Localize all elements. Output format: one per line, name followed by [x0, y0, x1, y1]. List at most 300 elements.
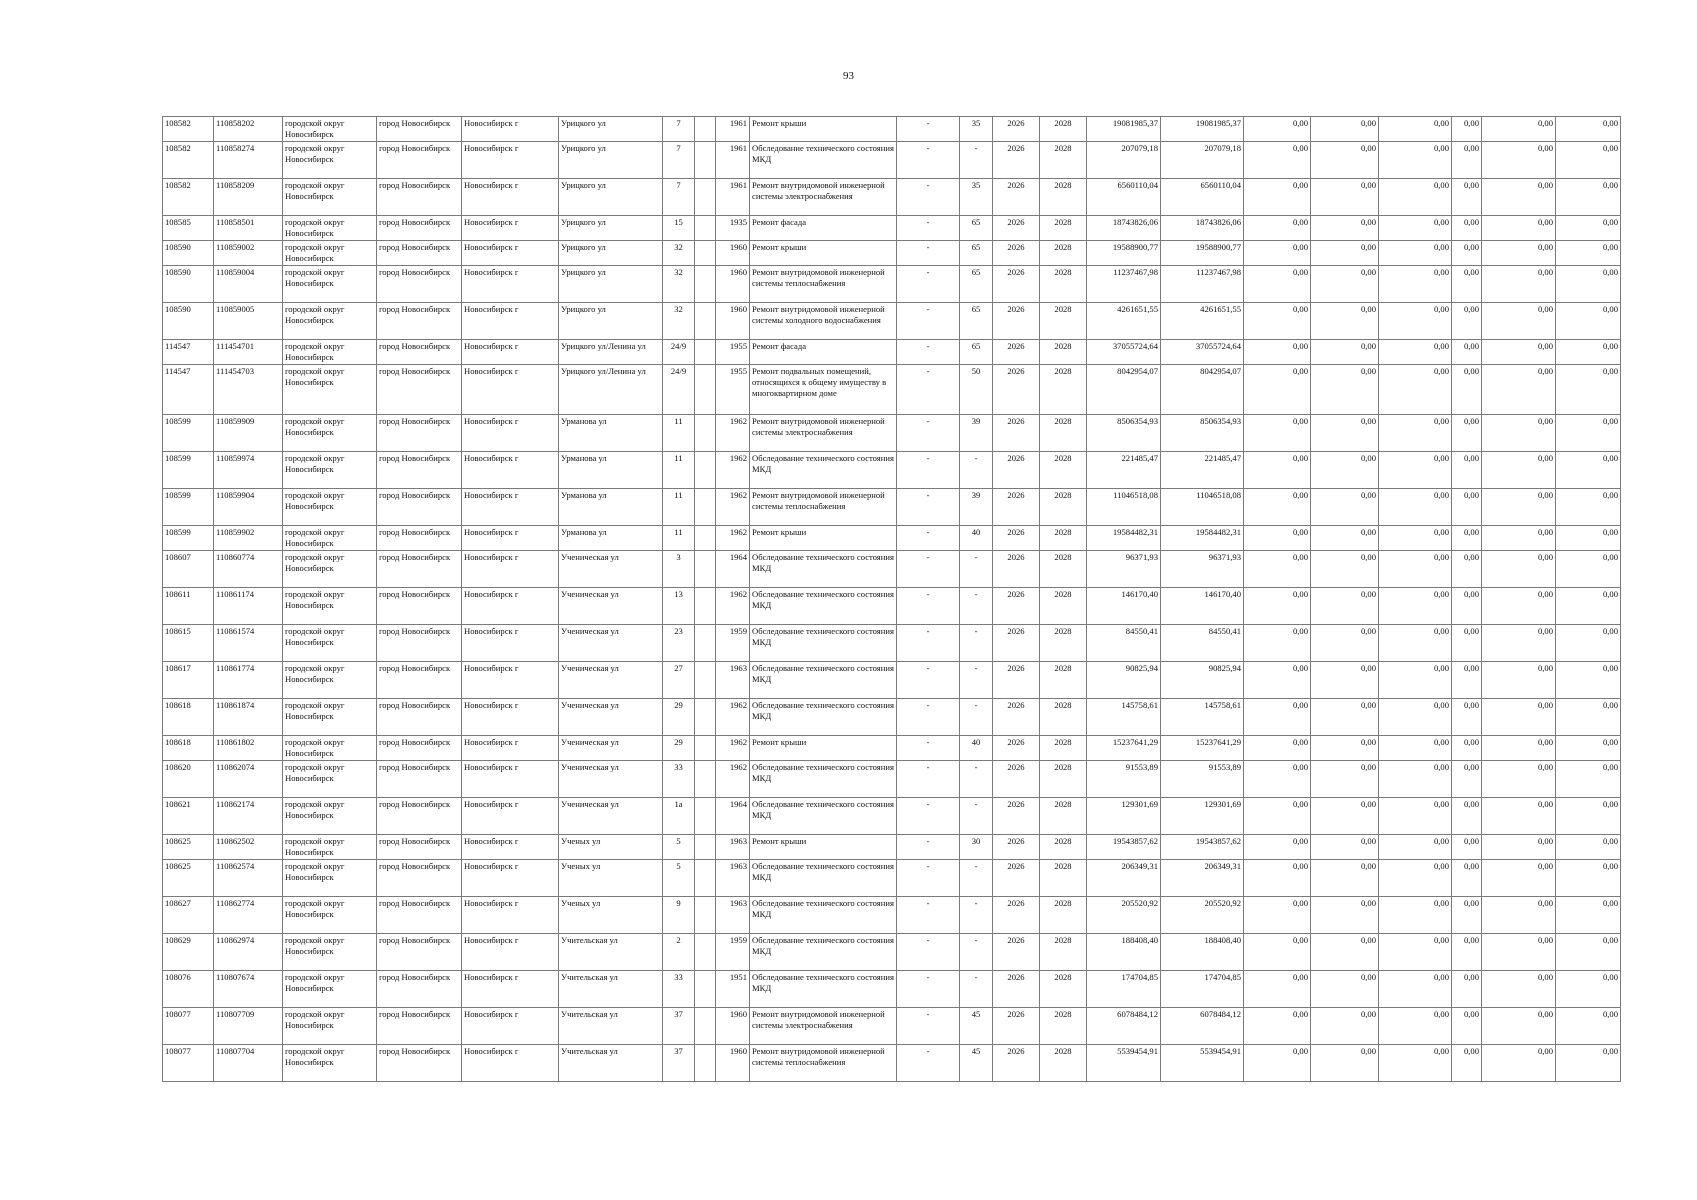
cell-settlement: город Новосибирск	[377, 897, 462, 934]
cell-building	[695, 625, 716, 662]
cell-cost-c: 0,00	[1379, 303, 1452, 340]
cell-cost-d: 0,00	[1452, 303, 1482, 340]
cell-cost-b: 0,00	[1311, 241, 1379, 266]
cell-wear-percent: 45	[960, 1008, 993, 1045]
cell-col-k: -	[897, 142, 960, 179]
cell-cost-total: 91553,89	[1087, 761, 1161, 798]
cell-cost-c: 0,00	[1379, 526, 1452, 551]
cell-cost-regional: 4261651,55	[1161, 303, 1244, 340]
cell-house-number: 29	[663, 699, 695, 736]
cell-house-number: 11	[663, 415, 695, 452]
cell-cost-total: 174704,85	[1087, 971, 1161, 1008]
cell-year-end: 2028	[1040, 216, 1087, 241]
cell-locality: Новосибирск г	[462, 179, 559, 216]
cell-house-number: 1а	[663, 798, 695, 835]
cell-cost-e: 0,00	[1482, 860, 1556, 897]
cell-cost-f: 0,00	[1556, 798, 1621, 835]
cell-cost-a: 0,00	[1244, 303, 1311, 340]
cell-street: Учительская ул	[559, 1008, 663, 1045]
cell-cost-b: 0,00	[1311, 415, 1379, 452]
cell-wear-percent: -	[960, 662, 993, 699]
cell-year-start: 2026	[993, 303, 1040, 340]
cell-object-id: 108625	[163, 835, 214, 860]
cell-col-k: -	[897, 340, 960, 365]
cell-cost-regional: 207079,18	[1161, 142, 1244, 179]
cell-work-id: 110861874	[214, 699, 283, 736]
cell-cost-c: 0,00	[1379, 266, 1452, 303]
cell-municipal-district: городской округ Новосибирск	[283, 216, 377, 241]
cell-cost-a: 0,00	[1244, 266, 1311, 303]
cell-building	[695, 303, 716, 340]
cell-year-end: 2028	[1040, 1008, 1087, 1045]
cell-cost-a: 0,00	[1244, 798, 1311, 835]
cell-street: Учительская ул	[559, 971, 663, 1008]
cell-work-type: Ремонт фасада	[750, 340, 897, 365]
cell-cost-c: 0,00	[1379, 551, 1452, 588]
cell-wear-percent: -	[960, 452, 993, 489]
cell-year-end: 2028	[1040, 365, 1087, 415]
cell-wear-percent: -	[960, 588, 993, 625]
cell-cost-e: 0,00	[1482, 452, 1556, 489]
cell-settlement: город Новосибирск	[377, 736, 462, 761]
cell-cost-d: 0,00	[1452, 625, 1482, 662]
cell-municipal-district: городской округ Новосибирск	[283, 798, 377, 835]
cell-object-id: 108620	[163, 761, 214, 798]
cell-year-end: 2028	[1040, 452, 1087, 489]
cell-building	[695, 1045, 716, 1082]
cell-year-end: 2028	[1040, 625, 1087, 662]
cell-cost-f: 0,00	[1556, 117, 1621, 142]
cell-locality: Новосибирск г	[462, 1045, 559, 1082]
cell-wear-percent: 65	[960, 303, 993, 340]
cell-object-id: 108599	[163, 489, 214, 526]
cell-year-start: 2026	[993, 489, 1040, 526]
cell-work-type: Обследование технического состояния МКД	[750, 971, 897, 1008]
cell-col-k: -	[897, 266, 960, 303]
cell-work-type: Ремонт внутридомовой инженерной системы холодного водоснабжения	[750, 303, 897, 340]
cell-year-end: 2028	[1040, 934, 1087, 971]
cell-cost-d: 0,00	[1452, 117, 1482, 142]
cell-cost-d: 0,00	[1452, 835, 1482, 860]
cell-cost-total: 5539454,91	[1087, 1045, 1161, 1082]
cell-cost-a: 0,00	[1244, 736, 1311, 761]
cell-cost-total: 129301,69	[1087, 798, 1161, 835]
cell-cost-e: 0,00	[1482, 625, 1556, 662]
cell-cost-total: 19081985,37	[1087, 117, 1161, 142]
cell-locality: Новосибирск г	[462, 662, 559, 699]
table-row	[163, 798, 1621, 835]
cell-locality: Новосибирск г	[462, 241, 559, 266]
table-row	[163, 415, 1621, 452]
cell-cost-b: 0,00	[1311, 216, 1379, 241]
cell-cost-regional: 91553,89	[1161, 761, 1244, 798]
cell-col-k: -	[897, 365, 960, 415]
cell-locality: Новосибирск г	[462, 736, 559, 761]
cell-locality: Новосибирск г	[462, 835, 559, 860]
cell-street: Урицкого ул	[559, 303, 663, 340]
cell-object-id: 108590	[163, 266, 214, 303]
table-row	[163, 365, 1621, 415]
cell-locality: Новосибирск г	[462, 117, 559, 142]
cell-year-built: 1960	[716, 1045, 750, 1082]
cell-street: Урицкого ул/Ленина ул	[559, 365, 663, 415]
cell-municipal-district: городской округ Новосибирск	[283, 699, 377, 736]
cell-work-id: 110859974	[214, 452, 283, 489]
cell-house-number: 5	[663, 860, 695, 897]
cell-cost-a: 0,00	[1244, 142, 1311, 179]
cell-year-built: 1959	[716, 625, 750, 662]
table-row	[163, 860, 1621, 897]
table-row	[163, 303, 1621, 340]
cell-cost-total: 19584482,31	[1087, 526, 1161, 551]
cell-locality: Новосибирск г	[462, 1008, 559, 1045]
cell-object-id: 114547	[163, 340, 214, 365]
cell-wear-percent: 65	[960, 340, 993, 365]
cell-work-type: Ремонт крыши	[750, 835, 897, 860]
cell-cost-e: 0,00	[1482, 179, 1556, 216]
table-row	[163, 588, 1621, 625]
cell-col-k: -	[897, 303, 960, 340]
cell-year-built: 1962	[716, 588, 750, 625]
cell-year-start: 2026	[993, 761, 1040, 798]
cell-work-type: Ремонт внутридомовой инженерной системы теплоснабжения	[750, 266, 897, 303]
cell-cost-total: 221485,47	[1087, 452, 1161, 489]
cell-wear-percent: 65	[960, 241, 993, 266]
table-row	[163, 761, 1621, 798]
cell-settlement: город Новосибирск	[377, 266, 462, 303]
cell-cost-b: 0,00	[1311, 266, 1379, 303]
cell-work-id: 111454703	[214, 365, 283, 415]
cell-cost-f: 0,00	[1556, 241, 1621, 266]
cell-year-end: 2028	[1040, 860, 1087, 897]
cell-cost-e: 0,00	[1482, 241, 1556, 266]
cell-street: Ученическая ул	[559, 588, 663, 625]
cell-municipal-district: городской округ Новосибирск	[283, 625, 377, 662]
cell-building	[695, 934, 716, 971]
cell-work-id: 110859004	[214, 266, 283, 303]
cell-building	[695, 452, 716, 489]
cell-year-start: 2026	[993, 241, 1040, 266]
table-row	[163, 971, 1621, 1008]
cell-municipal-district: городской округ Новосибирск	[283, 934, 377, 971]
table-row	[163, 934, 1621, 971]
cell-house-number: 11	[663, 526, 695, 551]
cell-cost-d: 0,00	[1452, 860, 1482, 897]
cell-wear-percent: -	[960, 551, 993, 588]
cell-work-type: Ремонт внутридомовой инженерной системы электроснабжения	[750, 415, 897, 452]
cell-locality: Новосибирск г	[462, 699, 559, 736]
cell-municipal-district: городской округ Новосибирск	[283, 835, 377, 860]
cell-cost-total: 146170,40	[1087, 588, 1161, 625]
cell-wear-percent: 39	[960, 415, 993, 452]
cell-work-id: 110807704	[214, 1045, 283, 1082]
cell-work-id: 110858501	[214, 216, 283, 241]
cell-house-number: 15	[663, 216, 695, 241]
cell-year-built: 1962	[716, 489, 750, 526]
cell-cost-b: 0,00	[1311, 934, 1379, 971]
cell-cost-f: 0,00	[1556, 897, 1621, 934]
cell-wear-percent: 35	[960, 117, 993, 142]
cell-year-built: 1962	[716, 415, 750, 452]
cell-cost-c: 0,00	[1379, 489, 1452, 526]
cell-cost-b: 0,00	[1311, 303, 1379, 340]
cell-locality: Новосибирск г	[462, 266, 559, 303]
cell-cost-a: 0,00	[1244, 415, 1311, 452]
cell-settlement: город Новосибирск	[377, 1008, 462, 1045]
cell-work-type: Обследование технического состояния МКД	[750, 625, 897, 662]
cell-municipal-district: городской округ Новосибирск	[283, 526, 377, 551]
cell-object-id: 108625	[163, 860, 214, 897]
cell-year-start: 2026	[993, 266, 1040, 303]
cell-locality: Новосибирск г	[462, 551, 559, 588]
cell-col-k: -	[897, 216, 960, 241]
cell-cost-b: 0,00	[1311, 736, 1379, 761]
cell-street: Урицкого ул	[559, 241, 663, 266]
cell-cost-e: 0,00	[1482, 365, 1556, 415]
cell-house-number: 24/9	[663, 365, 695, 415]
cell-wear-percent: -	[960, 860, 993, 897]
cell-object-id: 108077	[163, 1045, 214, 1082]
cell-col-k: -	[897, 1008, 960, 1045]
cell-locality: Новосибирск г	[462, 415, 559, 452]
cell-settlement: город Новосибирск	[377, 761, 462, 798]
cell-house-number: 32	[663, 266, 695, 303]
cell-year-built: 1962	[716, 526, 750, 551]
cell-cost-d: 0,00	[1452, 662, 1482, 699]
cell-col-k: -	[897, 798, 960, 835]
cell-settlement: город Новосибирск	[377, 588, 462, 625]
table-row	[163, 179, 1621, 216]
cell-cost-c: 0,00	[1379, 340, 1452, 365]
cell-year-built: 1960	[716, 303, 750, 340]
cell-building	[695, 179, 716, 216]
cell-cost-f: 0,00	[1556, 340, 1621, 365]
cell-cost-regional: 84550,41	[1161, 625, 1244, 662]
cell-cost-regional: 5539454,91	[1161, 1045, 1244, 1082]
cell-work-type: Ремонт крыши	[750, 736, 897, 761]
cell-building	[695, 1008, 716, 1045]
cell-cost-regional: 129301,69	[1161, 798, 1244, 835]
cell-settlement: город Новосибирск	[377, 365, 462, 415]
table-row	[163, 489, 1621, 526]
table-body	[163, 117, 1621, 1082]
cell-house-number: 11	[663, 489, 695, 526]
cell-cost-e: 0,00	[1482, 1008, 1556, 1045]
cell-locality: Новосибирск г	[462, 303, 559, 340]
cell-settlement: город Новосибирск	[377, 625, 462, 662]
cell-col-k: -	[897, 179, 960, 216]
cell-col-k: -	[897, 761, 960, 798]
cell-house-number: 33	[663, 971, 695, 1008]
cell-work-type: Обследование технического состояния МКД	[750, 897, 897, 934]
cell-wear-percent: 45	[960, 1045, 993, 1082]
cell-cost-total: 84550,41	[1087, 625, 1161, 662]
cell-object-id: 114547	[163, 365, 214, 415]
cell-settlement: город Новосибирск	[377, 303, 462, 340]
cell-work-type: Обследование технического состояния МКД	[750, 934, 897, 971]
cell-cost-total: 11046518,08	[1087, 489, 1161, 526]
cell-object-id: 108599	[163, 415, 214, 452]
cell-cost-regional: 6560110,04	[1161, 179, 1244, 216]
cell-locality: Новосибирск г	[462, 489, 559, 526]
cell-street: Урицкого ул	[559, 142, 663, 179]
cell-cost-e: 0,00	[1482, 699, 1556, 736]
cell-cost-c: 0,00	[1379, 761, 1452, 798]
cell-cost-regional: 8042954,07	[1161, 365, 1244, 415]
cell-municipal-district: городской округ Новосибирск	[283, 1008, 377, 1045]
cell-locality: Новосибирск г	[462, 761, 559, 798]
cell-cost-e: 0,00	[1482, 934, 1556, 971]
cell-cost-e: 0,00	[1482, 340, 1556, 365]
cell-cost-d: 0,00	[1452, 365, 1482, 415]
cell-cost-e: 0,00	[1482, 303, 1556, 340]
cell-col-k: -	[897, 117, 960, 142]
cell-cost-c: 0,00	[1379, 1045, 1452, 1082]
cell-house-number: 7	[663, 179, 695, 216]
cell-work-id: 110859904	[214, 489, 283, 526]
cell-year-built: 1935	[716, 216, 750, 241]
cell-object-id: 108585	[163, 216, 214, 241]
cell-cost-e: 0,00	[1482, 117, 1556, 142]
cell-cost-e: 0,00	[1482, 662, 1556, 699]
cell-building	[695, 241, 716, 266]
cell-street: Ученых ул	[559, 835, 663, 860]
cell-street: Ученическая ул	[559, 736, 663, 761]
cell-municipal-district: городской округ Новосибирск	[283, 736, 377, 761]
cell-cost-e: 0,00	[1482, 266, 1556, 303]
cell-col-k: -	[897, 489, 960, 526]
cell-house-number: 11	[663, 452, 695, 489]
cell-street: Урицкого ул/Ленина ул	[559, 340, 663, 365]
cell-cost-a: 0,00	[1244, 761, 1311, 798]
cell-cost-c: 0,00	[1379, 216, 1452, 241]
cell-street: Ученых ул	[559, 860, 663, 897]
cell-cost-total: 207079,18	[1087, 142, 1161, 179]
cell-building	[695, 897, 716, 934]
cell-cost-f: 0,00	[1556, 625, 1621, 662]
cell-cost-f: 0,00	[1556, 860, 1621, 897]
cell-wear-percent: 65	[960, 216, 993, 241]
cell-municipal-district: городской округ Новосибирск	[283, 241, 377, 266]
cell-year-built: 1962	[716, 761, 750, 798]
cell-col-k: -	[897, 699, 960, 736]
cell-house-number: 37	[663, 1008, 695, 1045]
cell-work-id: 110862502	[214, 835, 283, 860]
cell-cost-e: 0,00	[1482, 142, 1556, 179]
cell-cost-e: 0,00	[1482, 415, 1556, 452]
cell-municipal-district: городской округ Новосибирск	[283, 303, 377, 340]
cell-cost-b: 0,00	[1311, 625, 1379, 662]
cell-building	[695, 266, 716, 303]
table-row	[163, 526, 1621, 551]
cell-cost-e: 0,00	[1482, 798, 1556, 835]
cell-settlement: город Новосибирск	[377, 1045, 462, 1082]
cell-year-end: 2028	[1040, 415, 1087, 452]
cell-work-id: 111454701	[214, 340, 283, 365]
table-row	[163, 736, 1621, 761]
cell-work-type: Обследование технического состояния МКД	[750, 551, 897, 588]
cell-cost-f: 0,00	[1556, 551, 1621, 588]
table-row	[163, 1045, 1621, 1082]
cell-cost-d: 0,00	[1452, 216, 1482, 241]
cell-cost-b: 0,00	[1311, 761, 1379, 798]
cell-cost-regional: 188408,40	[1161, 934, 1244, 971]
cell-cost-total: 8042954,07	[1087, 365, 1161, 415]
cell-cost-a: 0,00	[1244, 526, 1311, 551]
cell-building	[695, 662, 716, 699]
cell-cost-regional: 8506354,93	[1161, 415, 1244, 452]
cell-object-id: 108077	[163, 1008, 214, 1045]
cell-year-built: 1959	[716, 934, 750, 971]
cell-building	[695, 142, 716, 179]
cell-cost-total: 4261651,55	[1087, 303, 1161, 340]
cell-wear-percent: -	[960, 761, 993, 798]
cell-cost-c: 0,00	[1379, 365, 1452, 415]
cell-work-id: 110858202	[214, 117, 283, 142]
table-row	[163, 699, 1621, 736]
cell-year-end: 2028	[1040, 736, 1087, 761]
cell-settlement: город Новосибирск	[377, 415, 462, 452]
cell-year-end: 2028	[1040, 588, 1087, 625]
cell-cost-c: 0,00	[1379, 415, 1452, 452]
cell-cost-total: 188408,40	[1087, 934, 1161, 971]
cell-cost-d: 0,00	[1452, 142, 1482, 179]
cell-cost-c: 0,00	[1379, 1008, 1452, 1045]
cell-year-start: 2026	[993, 798, 1040, 835]
cell-wear-percent: -	[960, 798, 993, 835]
cell-cost-regional: 15237641,29	[1161, 736, 1244, 761]
cell-cost-c: 0,00	[1379, 142, 1452, 179]
cell-col-k: -	[897, 1045, 960, 1082]
cell-year-built: 1963	[716, 897, 750, 934]
cell-cost-f: 0,00	[1556, 365, 1621, 415]
cell-year-start: 2026	[993, 179, 1040, 216]
cell-object-id: 108617	[163, 662, 214, 699]
cell-col-k: -	[897, 835, 960, 860]
cell-street: Учительская ул	[559, 1045, 663, 1082]
cell-cost-a: 0,00	[1244, 897, 1311, 934]
cell-building	[695, 117, 716, 142]
cell-year-built: 1962	[716, 452, 750, 489]
cell-year-start: 2026	[993, 1008, 1040, 1045]
cell-settlement: город Новосибирск	[377, 340, 462, 365]
cell-settlement: город Новосибирск	[377, 798, 462, 835]
cell-year-start: 2026	[993, 365, 1040, 415]
cell-year-end: 2028	[1040, 526, 1087, 551]
table-row	[163, 241, 1621, 266]
cell-house-number: 24/9	[663, 340, 695, 365]
cell-locality: Новосибирск г	[462, 934, 559, 971]
cell-work-type: Ремонт внутридомовой инженерной системы теплоснабжения	[750, 1045, 897, 1082]
cell-work-id: 110858209	[214, 179, 283, 216]
cell-cost-f: 0,00	[1556, 216, 1621, 241]
cell-municipal-district: городской округ Новосибирск	[283, 662, 377, 699]
table-row	[163, 1008, 1621, 1045]
cell-cost-d: 0,00	[1452, 415, 1482, 452]
cell-house-number: 23	[663, 625, 695, 662]
cell-cost-d: 0,00	[1452, 241, 1482, 266]
cell-cost-b: 0,00	[1311, 1008, 1379, 1045]
cell-year-end: 2028	[1040, 551, 1087, 588]
cell-settlement: город Новосибирск	[377, 179, 462, 216]
cell-cost-b: 0,00	[1311, 452, 1379, 489]
cell-cost-regional: 19588900,77	[1161, 241, 1244, 266]
cell-object-id: 108627	[163, 897, 214, 934]
cell-year-end: 2028	[1040, 971, 1087, 1008]
cell-wear-percent: -	[960, 971, 993, 1008]
cell-street: Урицкого ул	[559, 266, 663, 303]
cell-work-type: Ремонт внутридомовой инженерной системы электроснабжения	[750, 1008, 897, 1045]
